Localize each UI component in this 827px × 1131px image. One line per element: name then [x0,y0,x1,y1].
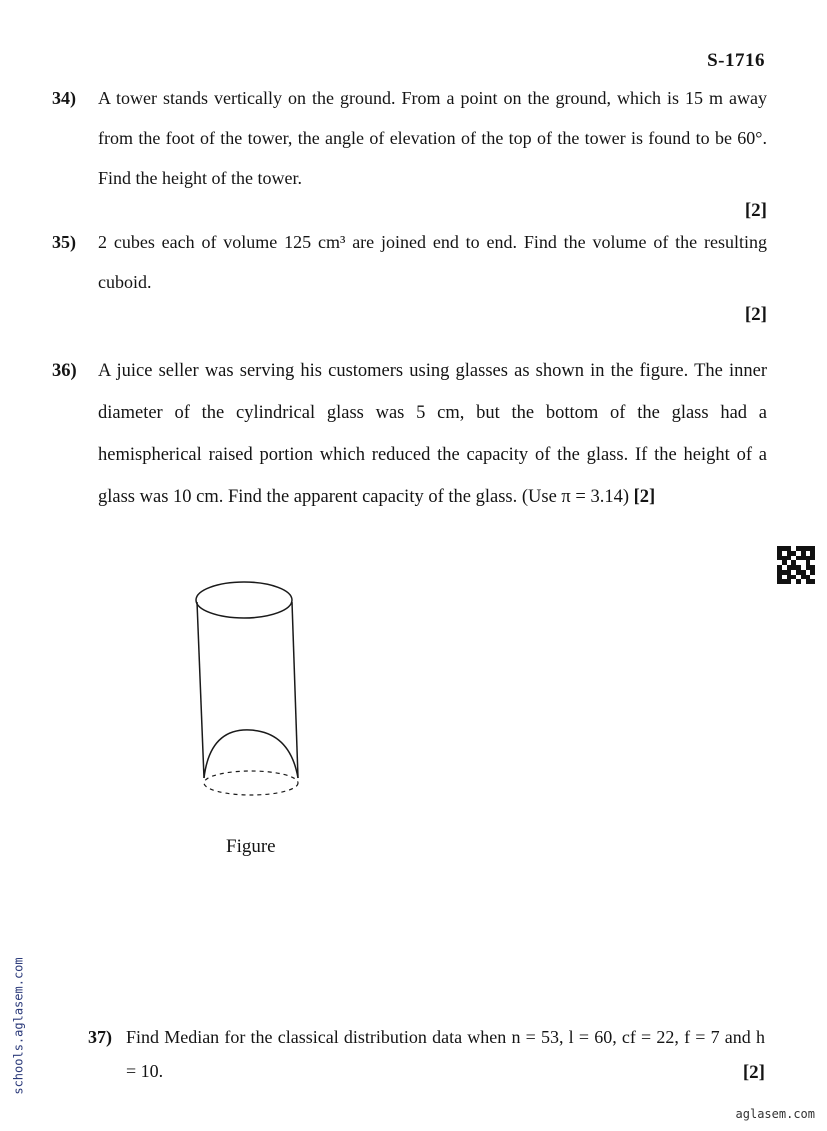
pi-note: (Use π = 3.14) [521,487,629,507]
question-number: 34) [52,88,76,108]
question-marks: [2] [742,1062,765,1083]
question-marks: [2] [744,200,767,221]
question-36 [52,350,767,518]
question-text: 2 cubes each of volume 125 cm³ are joined end to end. Find the volume of the resulting cuboid. [98,232,767,292]
question-marks: [2] [633,487,656,507]
question-34 [52,78,767,224]
bottom-watermark: aglasem.com [735,1107,815,1121]
question-marks: [2] [744,304,767,325]
question-number: 36) [52,361,77,381]
question-37 [88,1020,765,1086]
question-35 [52,222,767,328]
side-watermark-text: schools.aglasem.com [12,957,26,1095]
qr-code-icon [777,546,815,584]
cylinder-with-hemisphere-diagram [192,578,312,808]
question-number: 37) [88,1027,112,1047]
figure-caption: Figure [226,836,276,857]
side-watermark [8,931,30,1121]
question-text: A tower stands vertically on the ground. From a point on the ground, which is 15 m away from the foot of the tower, the angle of elevation of the top of the tower is found to be 60°. Find the height of the tower. [98,88,767,188]
question-text: A juice seller was serving his customers using glasses as shown in the figure. The inner diameter of the cylindrical glass was 5 cm, but the bottom of the glass had a hemispherical raised portion which reduced the capacity of the glass. If the height of a glass was 10 cm. Find the apparent capacity of the glass. [98,361,767,507]
question-number: 35) [52,232,76,252]
question-text: Find Median for the classical distribution data when n = 53, l = 60, cf = 22, f = 7 and h = 10. [126,1027,765,1081]
question-text-wrapper [98,350,767,518]
page-code: S-1716 [707,50,765,71]
